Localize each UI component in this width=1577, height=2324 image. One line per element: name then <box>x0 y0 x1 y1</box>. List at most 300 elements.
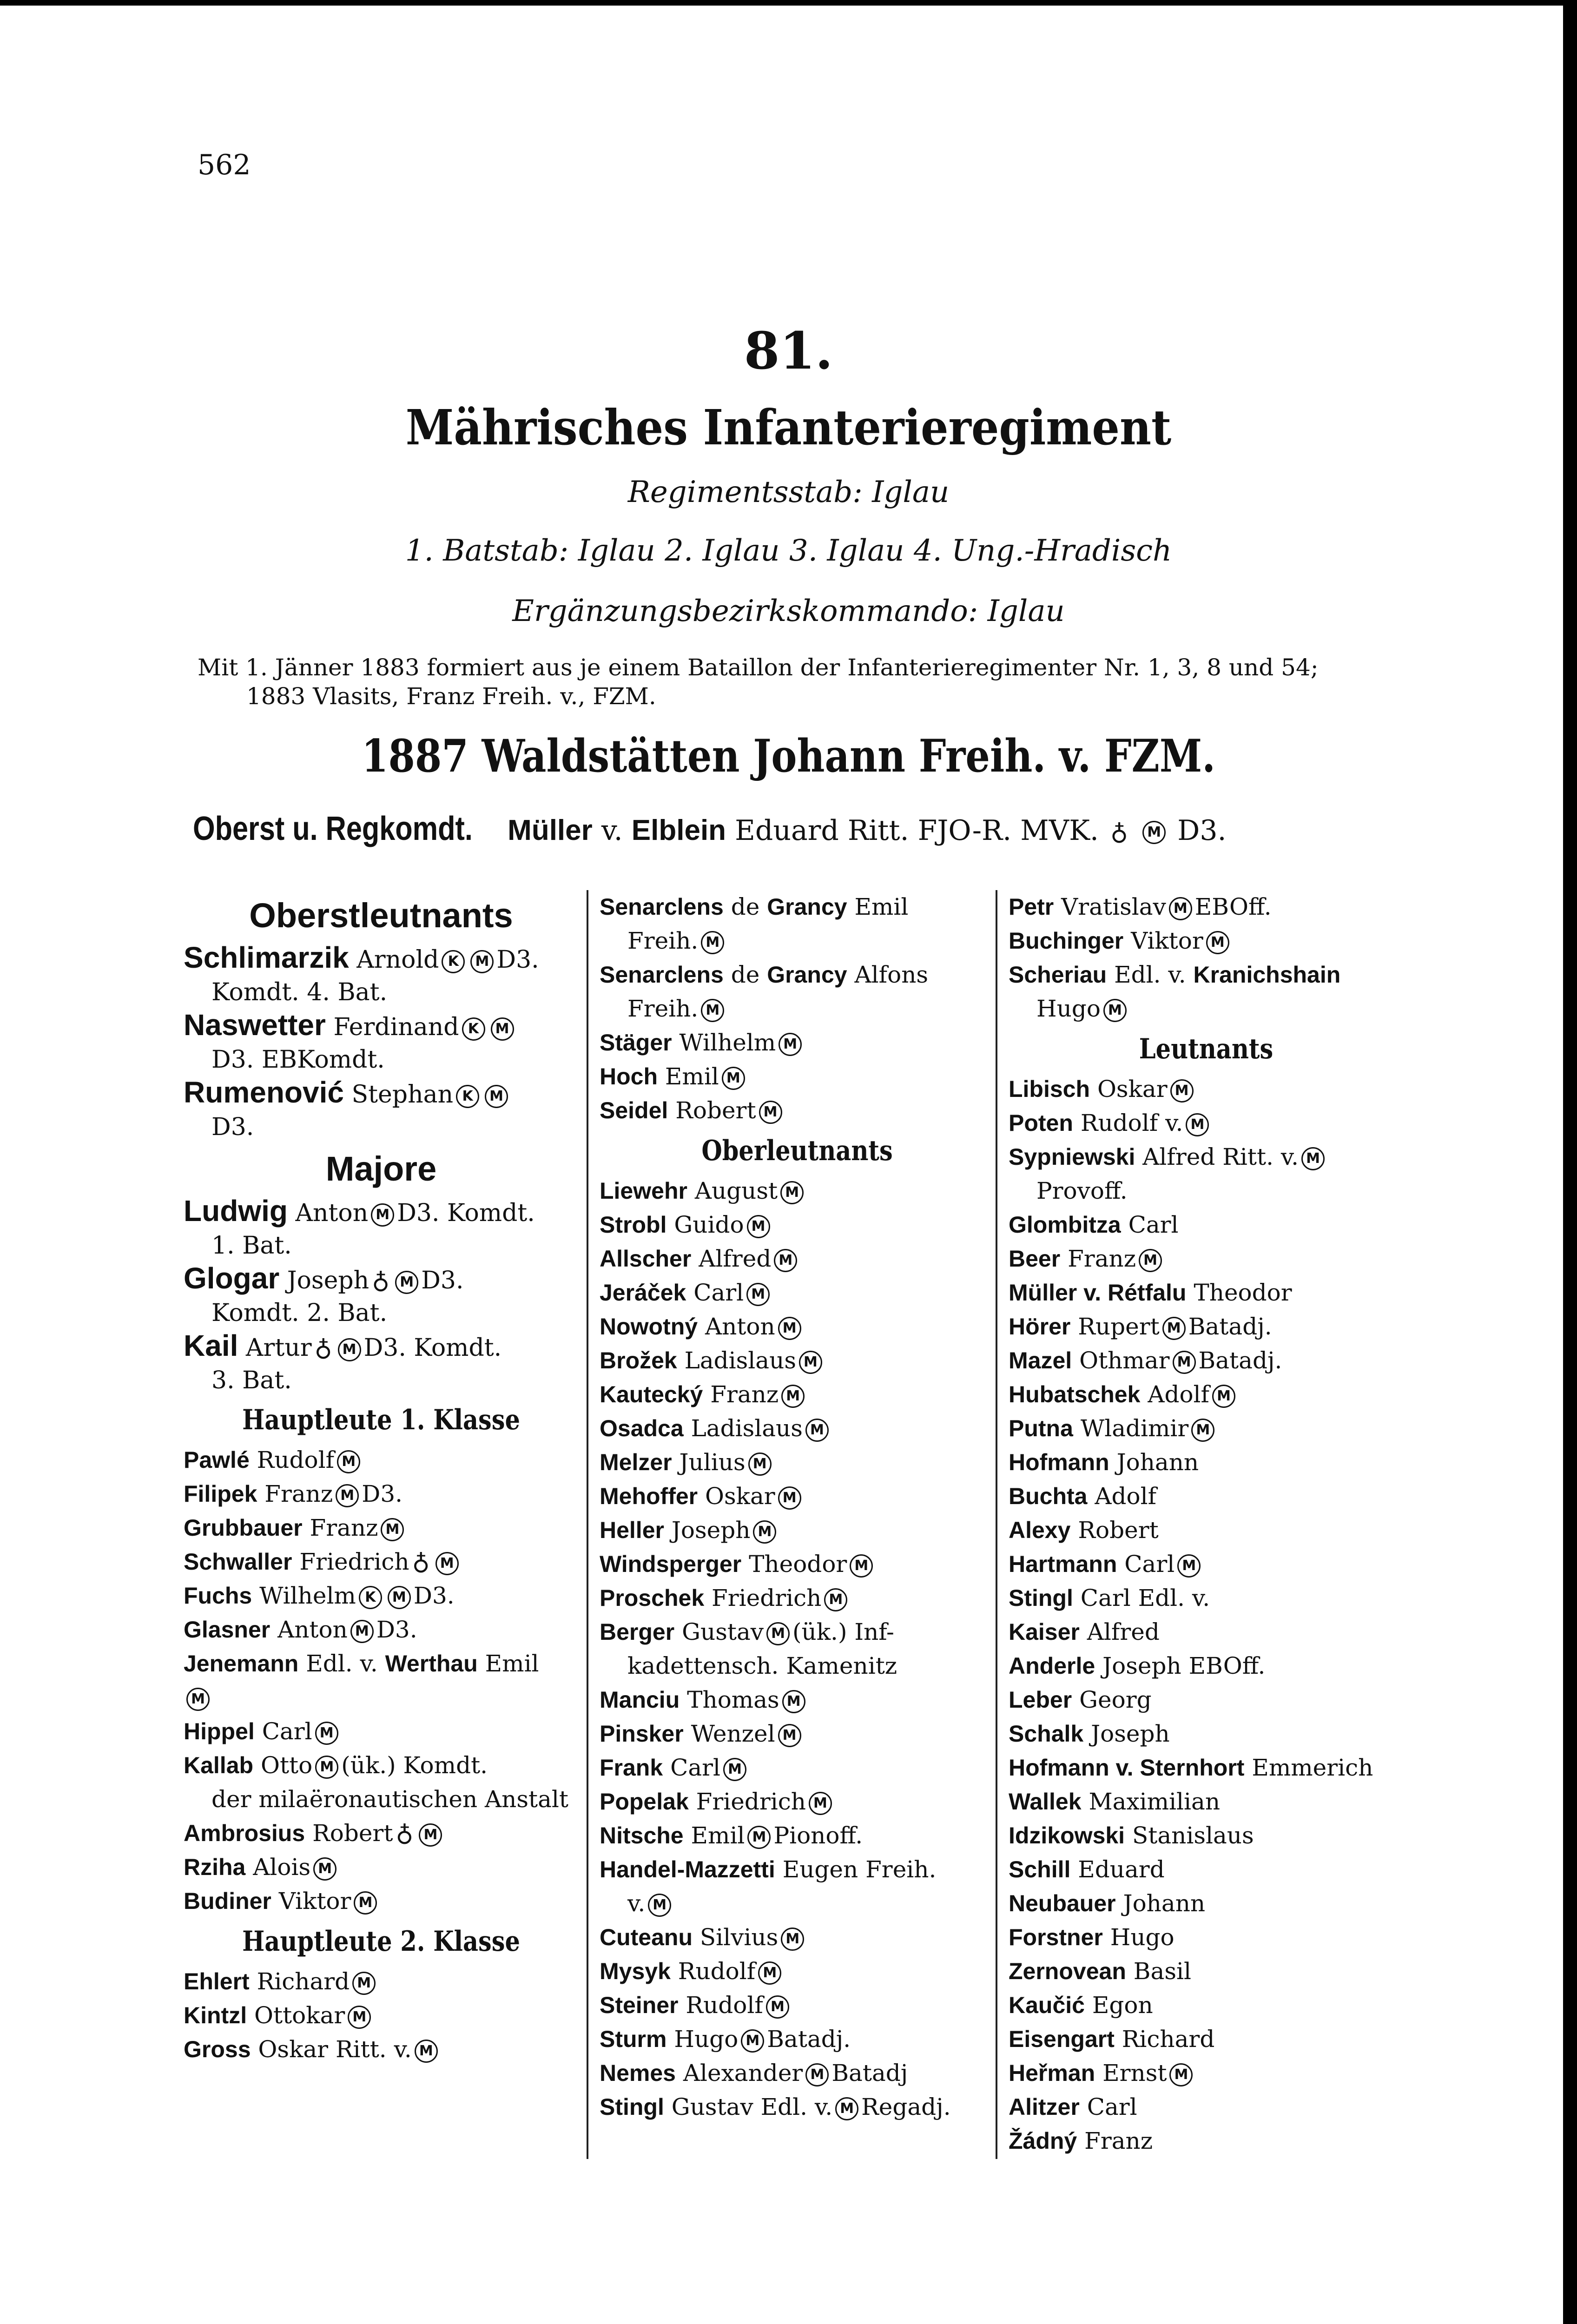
surname: Nemes <box>600 2060 676 2086</box>
surname: Scheriau <box>1009 962 1107 988</box>
entry-text: Egon <box>1092 1992 1153 2019</box>
list-item <box>600 1921 995 1954</box>
surname: Rumenović <box>184 1076 344 1109</box>
list-item <box>1009 1853 1404 1887</box>
surname: Žádný <box>1009 2128 1077 2154</box>
surname: Osadca <box>600 1415 684 1441</box>
surname: Manciu <box>600 1687 680 1713</box>
medal-m-icon: M <box>352 1972 376 1995</box>
medal-m-icon: M <box>778 1486 801 1510</box>
entry-text: Ferdinand <box>333 1013 459 1041</box>
regiment-history <box>198 653 1406 711</box>
list-item <box>184 1715 579 1749</box>
list-item <box>1009 924 1404 958</box>
surname: Glogar <box>184 1261 280 1295</box>
list-item <box>600 1581 995 1615</box>
entry-text: Batadj <box>831 2060 908 2086</box>
surname: Wallek <box>1009 1789 1082 1815</box>
surname: Nitsche <box>600 1822 684 1849</box>
entry-text: v. <box>627 1890 646 1917</box>
commander-suffix: D3. <box>1177 814 1227 847</box>
list-item <box>600 1751 995 1785</box>
entry-text: Stephan <box>351 1081 454 1109</box>
medal-m-icon: M <box>315 1722 338 1745</box>
entry-text: Oskar Ritt. v. <box>258 2036 412 2063</box>
entry-text: Viktor <box>1131 927 1203 954</box>
entry-text: (ük.) Komdt. <box>341 1752 488 1779</box>
surname: Hartmann <box>1009 1551 1117 1577</box>
list-item <box>1009 1785 1404 1819</box>
entry-text: Robert <box>312 1820 393 1847</box>
commander-rank: Oberst u. Regkomdt. <box>193 810 473 847</box>
entry-text: Joseph <box>671 1517 751 1544</box>
list-item <box>600 2022 995 2056</box>
medal-m-icon: M <box>780 1181 804 1204</box>
history-line-1: Mit 1. Jänner 1883 formiert aus je einem Bataillon der Infanterieregimenter Nr. 1, 3, 8 und 54; <box>198 654 1319 681</box>
medal-m-icon: M <box>850 1554 873 1578</box>
entry-text: Emmerich <box>1252 1754 1373 1781</box>
surname: Nowotný <box>600 1314 698 1340</box>
entry-text: Alfred <box>1087 1618 1160 1645</box>
surname: Buchinger <box>1009 928 1124 954</box>
entry-text: Batadj. <box>1188 1313 1272 1340</box>
entry-text: Carl <box>1087 2093 1137 2120</box>
entry-text: Guido <box>674 1211 744 1238</box>
surname: Zernovean <box>1009 1958 1126 1984</box>
entry-text: Ernst <box>1102 2060 1167 2086</box>
list-item <box>600 890 995 924</box>
entry-text: Rudolf v. <box>1080 1109 1183 1136</box>
medal-m-icon: M <box>1139 1249 1162 1272</box>
medal-m-icon: M <box>701 931 724 954</box>
commander-surname: Müller <box>508 814 593 846</box>
entry-text: Hugo <box>674 2026 739 2053</box>
entry-text: D3. <box>376 1616 417 1643</box>
decoration-cross-icon: ♁ <box>1110 818 1128 846</box>
list-item-continuation: der milaëronautischen Anstalt <box>211 1786 568 1813</box>
surname: Allscher <box>600 1246 692 1272</box>
list-item <box>184 1965 579 1999</box>
heading-hauptleute-1: Hauptleute 1. Klasse <box>242 1404 520 1436</box>
recruiting-district: Ergänzungsbezirkskommando: Iglau <box>512 594 1065 628</box>
regiment-commander <box>193 810 1227 848</box>
list-item <box>184 1477 579 1511</box>
surname: Ludwig <box>184 1194 288 1228</box>
surname: Fuchs <box>184 1583 252 1609</box>
entry-text: Franz <box>310 1514 378 1541</box>
medal-m-icon: M <box>723 1758 746 1781</box>
list-item <box>1009 1344 1404 1378</box>
scan-border-top <box>0 0 1577 6</box>
entry-text: Othmar <box>1079 1347 1170 1374</box>
entry-text: Thomas <box>687 1686 779 1713</box>
entry-text: Oskar <box>705 1483 775 1510</box>
entry-text: Joseph EBOff. <box>1102 1652 1266 1679</box>
entry-text: Eugen Freih. <box>782 1856 937 1883</box>
list-item-continuation: Provoff. <box>1036 1177 1128 1204</box>
list-item <box>600 1026 995 1060</box>
list-item <box>184 1816 579 1850</box>
commander-surname-2: Elblein <box>631 814 726 846</box>
entry-text: Eduard <box>1078 1856 1165 1883</box>
medal-m-icon: M <box>701 999 724 1022</box>
list-item-continuation: 3. Bat. <box>211 1367 292 1394</box>
entry-text: Julius <box>679 1449 746 1476</box>
entry-text: Franz <box>1084 2127 1153 2154</box>
surname: Anderle <box>1009 1653 1095 1679</box>
page-number: 562 <box>198 149 251 181</box>
battalion-staff: 1. Batstab: Iglau 2. Iglau 3. Iglau 4. Ung.-Hradisch <box>405 534 1172 568</box>
list-item <box>1009 1751 1404 1785</box>
list-item <box>1009 1208 1404 1242</box>
heading-hauptleute-2: Hauptleute 2. Klasse <box>242 1925 520 1958</box>
entry-text: Robert <box>675 1097 756 1124</box>
entry-text: Ladislaus <box>684 1347 796 1374</box>
medal-m-icon: M <box>350 1620 374 1643</box>
list-item <box>1009 1446 1404 1479</box>
list-item-continuation: D3. <box>211 1113 254 1141</box>
decoration-cross-icon: ♁ <box>412 1548 430 1576</box>
entry-text: Franz <box>1068 1245 1136 1272</box>
entry-text: Ladislaus <box>691 1415 803 1442</box>
list-item <box>600 1174 995 1208</box>
list-item-continuation <box>600 924 995 958</box>
medal-m-icon: M <box>722 1067 745 1090</box>
entry-text: Emil <box>691 1822 745 1849</box>
regiment-name: Mährisches Infanterieregiment <box>405 399 1172 456</box>
list-item <box>1009 1717 1404 1751</box>
list-item <box>600 1446 995 1479</box>
list-item <box>184 1999 579 2033</box>
surname: Schlimarzik <box>184 941 349 974</box>
surname: Strobl <box>600 1212 667 1238</box>
surname: Melzer <box>600 1449 672 1475</box>
medal-m-icon: M <box>746 1283 770 1306</box>
list-item <box>600 1853 995 1887</box>
surname: Jenemann <box>184 1651 299 1677</box>
entry-text: Anton <box>295 1199 369 1227</box>
surname: Neubauer <box>1009 1890 1116 1916</box>
surname: Idzikowski <box>1009 1822 1125 1849</box>
heading-majore: Majore <box>325 1149 437 1188</box>
surname: Budiner <box>184 1888 271 1914</box>
entry-text: D3. Komdt. <box>363 1334 502 1362</box>
surname: Kaučić <box>1009 1992 1085 2018</box>
surname: Leber <box>1009 1687 1072 1713</box>
surname: Senarclens <box>600 894 724 920</box>
list-item <box>1009 1276 1404 1310</box>
list-item <box>184 1195 579 1229</box>
entry-text: Silvius <box>699 1924 779 1951</box>
medal-m-icon: M <box>313 1857 337 1881</box>
surname: Cuteanu <box>600 1924 693 1950</box>
medal-m-icon: M <box>1186 1113 1209 1136</box>
decoration-cross-icon: ♁ <box>396 1819 414 1847</box>
surname: Kaiser <box>1009 1619 1080 1645</box>
list-item <box>184 1443 579 1477</box>
surname: Mysyk <box>600 1958 671 1984</box>
medal-m-icon: M <box>1103 999 1127 1022</box>
medal-k-icon: K <box>442 950 465 973</box>
surname: Schalk <box>1009 1721 1084 1747</box>
entry-text: Alfons <box>854 961 929 988</box>
surname: Forstner <box>1009 1924 1103 1950</box>
entry-text: Georg <box>1079 1686 1152 1713</box>
entry-text: Joseph <box>1091 1720 1170 1747</box>
entry-text: Viktor <box>278 1888 351 1915</box>
list-item <box>1009 1547 1404 1581</box>
list-item <box>600 1412 995 1446</box>
list-item-continuation: 1. Bat. <box>211 1232 292 1260</box>
entry-text: Wladimir <box>1080 1415 1189 1442</box>
surname: Mazel <box>1009 1347 1072 1373</box>
entry-text: Franz <box>264 1480 333 1507</box>
surname: Grancy <box>767 962 847 988</box>
entry-text: Carl Edl. v. <box>1080 1585 1210 1611</box>
medal-m-icon: M <box>348 2006 371 2029</box>
medal-m-icon: M <box>741 2029 764 2053</box>
entry-text: August <box>694 1177 778 1204</box>
medal-m-icon: M <box>1162 1317 1186 1340</box>
list-item <box>600 1276 995 1310</box>
surname: Ambrosius <box>184 1820 305 1846</box>
list-item-continuation: kadettensch. Kamenitz <box>627 1652 897 1679</box>
medal-m-icon: M <box>805 1419 829 1442</box>
list-item <box>1009 1479 1404 1513</box>
surname: Mehoffer <box>600 1483 698 1509</box>
entry-text: Adolf <box>1095 1483 1157 1510</box>
list-item <box>1009 890 1404 924</box>
list-item <box>600 2056 995 2090</box>
commander-details: Eduard Ritt. FJO-R. MVK. <box>735 814 1099 847</box>
surname: Poten <box>1009 1110 1073 1136</box>
medal-m-icon: M <box>648 1894 671 1917</box>
list-item <box>1009 1106 1404 1140</box>
medal-m-icon: M <box>186 1688 210 1711</box>
medal-k-icon: K <box>359 1586 382 1609</box>
entry-text: D3. Komdt. <box>397 1199 535 1227</box>
medal-m-icon: M <box>747 1826 771 1849</box>
entry-text: Maximilian <box>1089 1788 1221 1815</box>
entry-text: de <box>731 893 760 920</box>
medal-m-icon: M <box>824 1588 847 1611</box>
list-item <box>184 1749 579 1783</box>
list-item <box>184 1884 579 1918</box>
entry-text: D3. <box>496 946 539 974</box>
list-item <box>600 2090 995 2124</box>
heading-oberleutnants: Oberleutnants <box>701 1135 893 1167</box>
decoration-cross-icon: ♁ <box>314 1334 332 1362</box>
surname: Sypniewski <box>1009 1144 1135 1170</box>
list-item-continuation: Komdt. 2. Bat. <box>211 1299 388 1327</box>
medal-m-icon: M <box>1301 1147 1325 1170</box>
entry-text: Oskar <box>1097 1076 1168 1103</box>
list-item <box>184 1511 579 1545</box>
surname: Rziha <box>184 1854 246 1880</box>
medal-m-icon: M <box>354 1891 377 1915</box>
list-item-continuation <box>600 1887 995 1921</box>
column-divider-1 <box>587 890 588 2159</box>
surname: Buchta <box>1009 1483 1088 1509</box>
medal-m-icon: M <box>748 1452 772 1476</box>
medal-m-icon: M <box>1177 1554 1201 1578</box>
entry-text: Hugo <box>1110 1924 1175 1951</box>
surname: Kintzl <box>184 2002 247 2028</box>
entry-text: Freih. <box>627 995 699 1022</box>
surname: Naswetter <box>184 1008 326 1042</box>
list-item <box>600 1310 995 1344</box>
entry-text: Theodor <box>749 1551 847 1578</box>
medal-m-icon: M <box>1173 1351 1196 1374</box>
list-item <box>600 1479 995 1513</box>
surname: Alexy <box>1009 1517 1071 1543</box>
list-item <box>1009 1412 1404 1446</box>
list-item <box>1009 1819 1404 1853</box>
surname: Alitzer <box>1009 2094 1080 2120</box>
entry-text: de <box>731 961 760 988</box>
list-item <box>184 1009 579 1043</box>
list-item <box>1009 1140 1404 1174</box>
surname: Stäger <box>600 1030 672 1056</box>
medal-m-icon: M <box>1142 821 1166 844</box>
list-item <box>1009 1988 1404 2022</box>
medal-m-icon: M <box>778 1317 801 1340</box>
surname: Beer <box>1009 1246 1061 1272</box>
list-item <box>1009 2090 1404 2124</box>
medal-m-icon: M <box>485 1085 508 1108</box>
list-item <box>184 1262 579 1297</box>
entry-text: Wilhelm <box>679 1029 776 1056</box>
medal-m-icon: M <box>1212 1385 1235 1408</box>
surname: Proschek <box>600 1585 705 1611</box>
entry-text: Emil <box>665 1063 719 1090</box>
surname: Handel-Mazzetti <box>600 1856 775 1882</box>
entry-text: Wilhelm <box>259 1582 356 1609</box>
surname: Ehlert <box>184 1968 250 1994</box>
entry-text: Carl <box>1128 1211 1179 1238</box>
list-item <box>1009 2022 1404 2056</box>
medal-m-icon: M <box>337 1450 360 1473</box>
medal-m-icon: M <box>766 1622 790 1645</box>
history-line-2: 1883 Vlasits, Franz Freih. v., FZM. <box>246 683 656 710</box>
medal-m-icon: M <box>338 1338 361 1361</box>
decoration-cross-icon: ♁ <box>372 1267 390 1294</box>
surname: Hippel <box>184 1718 255 1744</box>
list-item <box>1009 958 1404 992</box>
entry-text: D3. <box>362 1480 403 1507</box>
list-item <box>600 1683 995 1717</box>
medal-m-icon: M <box>435 1552 459 1575</box>
list-item <box>184 1850 579 1884</box>
medal-m-icon: M <box>758 1961 781 1985</box>
list-item-continuation <box>600 992 995 1026</box>
medal-m-icon: M <box>371 1203 394 1227</box>
surname: Schill <box>1009 1856 1071 1882</box>
medal-m-icon: M <box>381 1518 404 1541</box>
entry-text: Arnold <box>356 946 439 974</box>
entry-text: Batadj. <box>767 2026 851 2053</box>
entry-text: Emil <box>485 1650 539 1677</box>
entry-text: Johann <box>1123 1890 1206 1917</box>
medal-m-icon: M <box>781 1928 804 1951</box>
entry-text: Emil <box>854 893 909 920</box>
entry-text: Gustav Edl. v. <box>671 2093 833 2120</box>
list-item <box>1009 1954 1404 1988</box>
medal-m-icon: M <box>419 1823 442 1847</box>
regiment-owner: 1887 Waldstätten Johann Freih. v. FZM. <box>361 730 1215 782</box>
entry-text: Richard <box>257 1968 350 1995</box>
surname: Gross <box>184 2036 251 2062</box>
list-item <box>600 1344 995 1378</box>
list-item <box>600 1242 995 1276</box>
entry-text: Adolf <box>1148 1381 1210 1408</box>
medal-m-icon: M <box>388 1586 411 1609</box>
surname: Senarclens <box>600 962 724 988</box>
entry-text: Rudolf <box>257 1446 335 1473</box>
list-item <box>184 1579 579 1613</box>
surname: Stingl <box>1009 1585 1073 1611</box>
surname: Pawlé <box>184 1447 250 1473</box>
medal-m-icon: M <box>805 2063 829 2086</box>
surname: Glasner <box>184 1617 271 1643</box>
medal-m-icon: M <box>1169 2063 1193 2086</box>
surname: Hoch <box>600 1063 658 1089</box>
regiment-number: 81. <box>744 321 833 381</box>
medal-m-icon: M <box>1170 1079 1194 1103</box>
entry-text: Regadj. <box>861 2093 951 2120</box>
list-item <box>600 1060 995 1094</box>
surname: Hofmann <box>1009 1449 1109 1475</box>
entry-text: (ük.) Inf- <box>792 1618 894 1645</box>
entry-text: Richard <box>1122 2026 1215 2053</box>
surname: Berger <box>600 1619 675 1645</box>
medal-k-icon: K <box>456 1085 479 1108</box>
list-item <box>1009 1581 1404 1615</box>
medal-m-icon: M <box>315 1756 338 1779</box>
list-item <box>1009 1072 1404 1106</box>
medal-m-icon: M <box>835 2097 858 2120</box>
list-item <box>1009 1921 1404 1954</box>
list-item <box>600 1819 995 1853</box>
entry-text: Otto <box>260 1752 313 1779</box>
entry-text: Carl <box>670 1754 721 1781</box>
list-item <box>1009 1242 1404 1276</box>
list-item <box>1009 1887 1404 1921</box>
medal-m-icon: M <box>774 1249 797 1272</box>
surname: Popelak <box>600 1789 689 1815</box>
medal-m-icon: M <box>809 1792 832 1815</box>
entry-text: Vratislav <box>1061 893 1166 920</box>
surname: Hubatschek <box>1009 1381 1141 1407</box>
entry-text: Friedrich <box>696 1788 806 1815</box>
medal-m-icon: M <box>753 1520 776 1544</box>
entry-text: Carl <box>262 1718 312 1745</box>
entry-text: Friedrich <box>712 1585 822 1611</box>
entry-text: Hugo <box>1036 995 1101 1022</box>
entry-text: Gustav <box>682 1618 764 1645</box>
surname: Sturm <box>600 2026 667 2052</box>
entry-text: Alois <box>253 1854 311 1881</box>
list-item <box>1009 1615 1404 1649</box>
list-item <box>1009 1649 1404 1683</box>
entry-text: Rupert <box>1078 1313 1160 1340</box>
surname: Hofmann v. Sternhort <box>1009 1755 1245 1781</box>
list-item <box>184 1613 579 1647</box>
list-item <box>600 958 995 992</box>
entry-text: D3. <box>421 1267 464 1294</box>
list-item <box>1009 1683 1404 1717</box>
entry-text: Theodor <box>1194 1279 1292 1306</box>
